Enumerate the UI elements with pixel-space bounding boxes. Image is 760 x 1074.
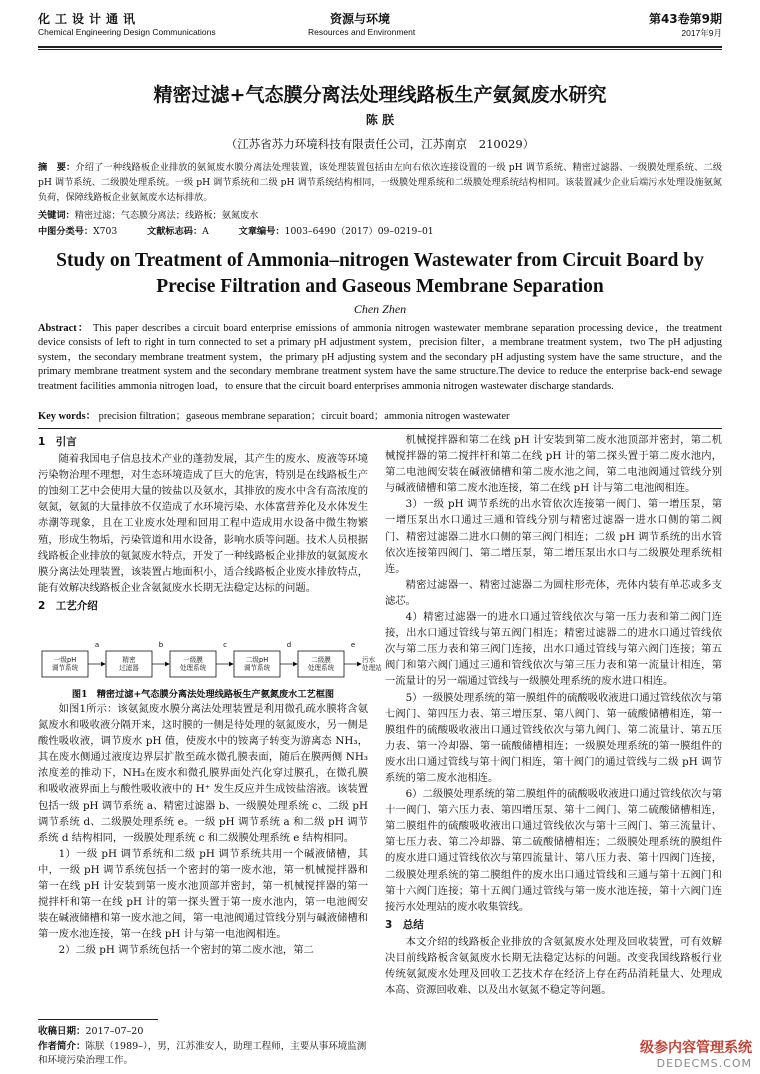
left-column-bottom xyxy=(38,701,368,959)
author-cn: 陈 朕 xyxy=(365,113,395,127)
author-en: Chen Zhen xyxy=(353,302,407,316)
flow-box-label: 二级pH xyxy=(245,656,269,664)
flow-letter-c: c xyxy=(223,641,227,649)
volume-issue: 第43卷第9期 xyxy=(648,12,722,26)
paper-title-cn: 精密过滤+气态膜分离法处理线路板生产氨氮废水研究 xyxy=(153,84,607,106)
abstract-en xyxy=(38,322,722,394)
right-column xyxy=(385,432,722,998)
article-number: 1003–6490（2017）09–0219–01 xyxy=(284,226,434,237)
right-paragraph-3: 精密过滤器一、精密过滤器二为圆柱形壳体，壳体内装有单芯或多支滤芯。 xyxy=(385,578,722,607)
flow-box-label: 二级膜 xyxy=(311,656,331,664)
section-3-paragraph: 本文介绍的线路板企业排放的含氨氮废水处理及回收装置，可有效解决目前线路板含氨氮废水长期无法稳定达标的问题。改变我国线路板行业传统氨氮废水处理及回收工艺技术存在经济上存在药品消耗量大、处理成本高、资源回收难、以及出水氨氮不稳定等问题。 xyxy=(385,935,722,997)
clc-code: X703 xyxy=(93,226,118,237)
section-name-en: Resources and Environment xyxy=(308,27,416,37)
flow-box-label: 精密 xyxy=(122,656,136,664)
header-rule xyxy=(38,46,722,48)
abstract-cn xyxy=(38,160,722,205)
received-date-line xyxy=(38,1025,368,1040)
flow-letter-e: e xyxy=(350,641,356,649)
right-paragraph-5: 5）一级膜处理系统的第一膜组件的硫酸吸收液进口通过管线依次与第七阀门、第四压力表、第三增压泵、第八阀门、第一硫酸储槽相连，第一膜组件的硫酸吸收液出口通过管线依次与第九阀门、第二流量计、第五压力表、第一冷却器、第一硫酸储槽相连；一级膜处理系统的第一膜组件的废水出口通过管线与第十阀门相连，第十阀门的通过管线与二级 pH 调节系统的第二废水池相连。 xyxy=(385,691,722,784)
article-label: 文章编号： xyxy=(238,226,285,237)
section-1-paragraph: 随着我国电子信息技术产业的蓬勃发展，其产生的废水、废液等环境污染物治理不理想，对生态环境造成了巨大的危害，特别是在线路板生产的蚀刻工艺中会使用大量的铵盐以及氨水，其排放的废水中含有高浓度的氨氮，氨氮的大量排放不仅造成了水环境污染、水体富营养化及水体发生赤潮等现象，且在工业废水处理和回用工程中造成用水设备中微生物繁殖，形成生物垢，污染管道和用水设备，影响水质等问题。技术人员根据线路板企业排放的氨氮废水特点，开发了一种线路板企业排放的氨氮废水膜分离法处理装置，该装置占地面积小，适合线路板企业废水排放特点，能有效解决线路板企业含氨氮废水长期无法稳定达标的问题。 xyxy=(38,453,368,594)
classification-line xyxy=(38,224,722,239)
abstract-en-text: This paper describes a circuit board enterprise emissions of ammonia nitrogen wastewater membrane separation processing device，the treatment device consists of left to right in turn connected to set a primary pH adjustment system，precision filter，a membrane treatment system，two The pH adjusting system，the secondary membrane treatment system，the primary pH adjusting system and the secondary pH adjusting system have the same structure，and the primary membrane treatment system and the secondary membrane treatment system have the same structure.The device to reduce the enterprise back-end sewage treatment facilities ammonia nitrogen load，to ensure that the circuit board enterprises ammonia nitrogen wastewater discharge standards. xyxy=(38,323,723,392)
issue-date: 2017年9月 xyxy=(681,28,722,38)
paper-title-en: Study on Treatment of Ammonia–nitrogen Wastewater from Circuit Board by Precise Filtration and Gaseous Membrane Separation xyxy=(56,250,704,297)
doc-label: 文献标志码： xyxy=(147,226,203,237)
journal-name-en: Chemical Engineering Design Communications xyxy=(38,27,216,37)
site-watermark xyxy=(640,1037,752,1070)
author-bio-line xyxy=(38,1040,368,1069)
bio-label: 作者简介： xyxy=(38,1040,86,1052)
flow-box-label: 一级膜 xyxy=(183,656,203,664)
right-paragraph-6: 6）二级膜处理系统的第二膜组件的硫酸吸收液进口通过管线依次与第十一阀门、第六压力表、第四增压泵、第十二阀门、第二硫酸储槽相连，第二膜组件的硫酸吸收液出口通过管线依次与第十三阀门、第三流量计、第七压力表、第二冷却器、第二硫酸储槽相连；二级膜处理系统的膜组件的废水进口通过管线依次与第四流量计、第八压力表、第十四阀门连接，二级膜处理系统的第二膜组件的废水出口通过管线和三通与第十五阀门和第十六阀门连接；第十五阀门通过管线与第一废水池连接，第十六阀门连接污水处理站的废水收集管线。 xyxy=(385,788,722,913)
section-2-paragraph-2: 1）一级 pH 调节系统和二级 pH 调节系统共用一个碱液储槽，其中，一级 pH 调节系统包括一个密封的第一废水池，第一机械搅拌器和第一在线 pH 计安装到第一废水池顶部并密封，第一机械搅拌器的第一搅拌杆和第一在线 pH 计的第一探头置于第一废水池内，第一电池阀安装在碱液储槽和第一废水池之间，第一电池阀通过管线分别与碱液储槽和第一废水池连接，第一在线 pH 计与第一电池阀相连。 xyxy=(38,847,368,941)
watermark-line-1: 级参内容管理系统 xyxy=(640,1040,752,1056)
right-paragraph-4: 4）精密过滤器一的进水口通过管线依次与第一压力表和第二阀门连接，出水口通过管线与第五阀门相连；精密过滤器二的进水口通过管线依次与第二压力表和第三阀门连接，出水口通过管线与第六阀门连接；第五阀门和第六阀门通过三通和管线依次与第三压力表和第一流量计相连，第一流量计的另一端通过管线与一级膜处理系统的废水进口相连。 xyxy=(385,611,722,688)
clc-label: 中图分类号： xyxy=(38,226,94,237)
section-3-heading: 3 总结 xyxy=(385,918,424,931)
flow-box-label: 过滤器 xyxy=(119,664,139,672)
flow-letter-d: d xyxy=(286,641,292,649)
section-2-paragraph-3: 2）二级 pH 调节系统包括一个密封的第二废水池，第二 xyxy=(58,944,314,957)
keywords-cn-text: 精密过滤；气态膜分离法；线路板；氨氮废水 xyxy=(74,210,259,221)
received-label: 收稿日期： xyxy=(38,1026,86,1037)
footnote-rule xyxy=(38,1019,158,1020)
flow-box-label: 一级pH xyxy=(53,656,77,664)
journal-name-cn: 化工设计通讯 xyxy=(38,12,141,26)
flow-box-label: 处理系统 xyxy=(307,664,335,672)
received-date: 2017–07–20 xyxy=(85,1026,144,1037)
flow-box-label: 调节系统 xyxy=(51,664,79,672)
abstract-cn-label: 摘 要： xyxy=(38,162,76,173)
keywords-en xyxy=(38,407,722,422)
flow-letter-b: b xyxy=(158,641,164,649)
keywords-en-label: Key words： xyxy=(38,411,97,422)
doc-code: A xyxy=(202,226,209,237)
flow-box-label: 调节系统 xyxy=(243,664,271,672)
section-name-cn: 资源与环境 xyxy=(330,12,391,26)
abstract-rule xyxy=(38,428,722,429)
keywords-cn xyxy=(38,208,722,223)
bio-text: 陈朕（1989–），男，江苏淮安人，助理工程师，主要从事环境监测和环境污染治理工作。 xyxy=(38,1040,367,1066)
flow-letter-a: a xyxy=(94,641,100,649)
left-column-top xyxy=(38,432,368,615)
abstract-en-label: Abstract： xyxy=(38,323,90,334)
header-rule-thin xyxy=(38,49,722,50)
keywords-en-text: precision filtration；gaseous membrane separation；circuit board；ammonia nitrogen wastewater xyxy=(98,411,510,422)
figure-caption: 图1 精密过滤+气态膜分离法处理线路板生产氨氮废水工艺框图 xyxy=(71,689,335,700)
flow-outlet-label: 处理站 xyxy=(362,664,382,672)
section-2-paragraph-1: 如图1所示：该氨氮废水膜分离法处理装置是利用微孔疏水膜将含氨氮废水和吸收液分隔开来，这时膜的一侧是待处理的氨氮废水，另一侧是酸性吸收液，调节废水 pH 值，使废水中的铵离子转变为游离态 NH₃，其在废水侧通过液度边界层扩散至疏水微孔膜表面，随后在膜两侧 NH₃浓度差的推动下，NH₃在废水和微孔膜界面处汽化穿过膜孔，在微孔膜和吸收液界面上与酸性吸收液中的 H⁺ 发生反应并生成铵盐溶液。该装置包括一级 pH 调节系统 a、精密过滤器 b、一级膜处理系统 c、二级 pH 调节系统 d、二级膜处理系统 e。一级 pH 调节系统 a 和二级 pH 调节系统 d 结构相同，一级膜处理系统 c 和二级膜处理系统 e 结构相同。 xyxy=(38,703,368,844)
flow-box-label: 处理系统 xyxy=(179,664,207,672)
watermark-line-2: DEDECMS.COM xyxy=(656,1057,752,1070)
abstract-cn-text: 介绍了一种线路板企业排放的氨氮废水膜分离法处理装置，该处理装置包括由左向右依次连接设置的一级 pH 调节系统、精密过滤器、一级膜处理系统、二级 pH 调节系统、二级膜处理系统。一级 pH 调节系统和二级 pH 调节系统结构相同，一级膜处理系统和二级膜处理系统结构相同。该装置减少企业后端污水处理设施氨氮负荷，保障线路板企业氨氮废水达标排放。 xyxy=(38,162,723,203)
affiliation: （江苏省苏力环境科技有限责任公司，江苏南京 210029） xyxy=(225,137,535,151)
right-paragraph-1: 机械搅拌器和第二在线 pH 计安装到第二废水池顶部并密封，第二机械搅拌器的第二搅拌杆和第二在线 pH 计的第二探头置于第二废水池内，第二电池阀安装在碱液储槽和第二废水池之间，第二电池阀通过管线分别与碱液储槽和第二废水池连接，第二在线 pH 计与第二电池阀相连。 xyxy=(385,434,722,495)
right-paragraph-2: 3）一级 pH 调节系统的出水管依次连接第一阀门、第一增压泵，第一增压泵出水口通过三通和管线分别与精密过滤器一进水口侧的第二阀门、精密过滤器二进水口侧的第三阀门相连；二级 pH 调节系统的出水管依次连接第四阀门、第二增压泵，第二增压泵出水口与二级膜处理系统相连。 xyxy=(385,498,722,575)
footnote xyxy=(38,1025,368,1069)
section-1-heading: 1 引言 xyxy=(38,436,77,448)
flow-outlet-label: 污水 xyxy=(362,656,376,664)
section-2-heading: 2 工艺介绍 xyxy=(38,599,98,612)
running-header xyxy=(38,10,722,44)
keywords-cn-label: 关键词： xyxy=(38,210,75,221)
